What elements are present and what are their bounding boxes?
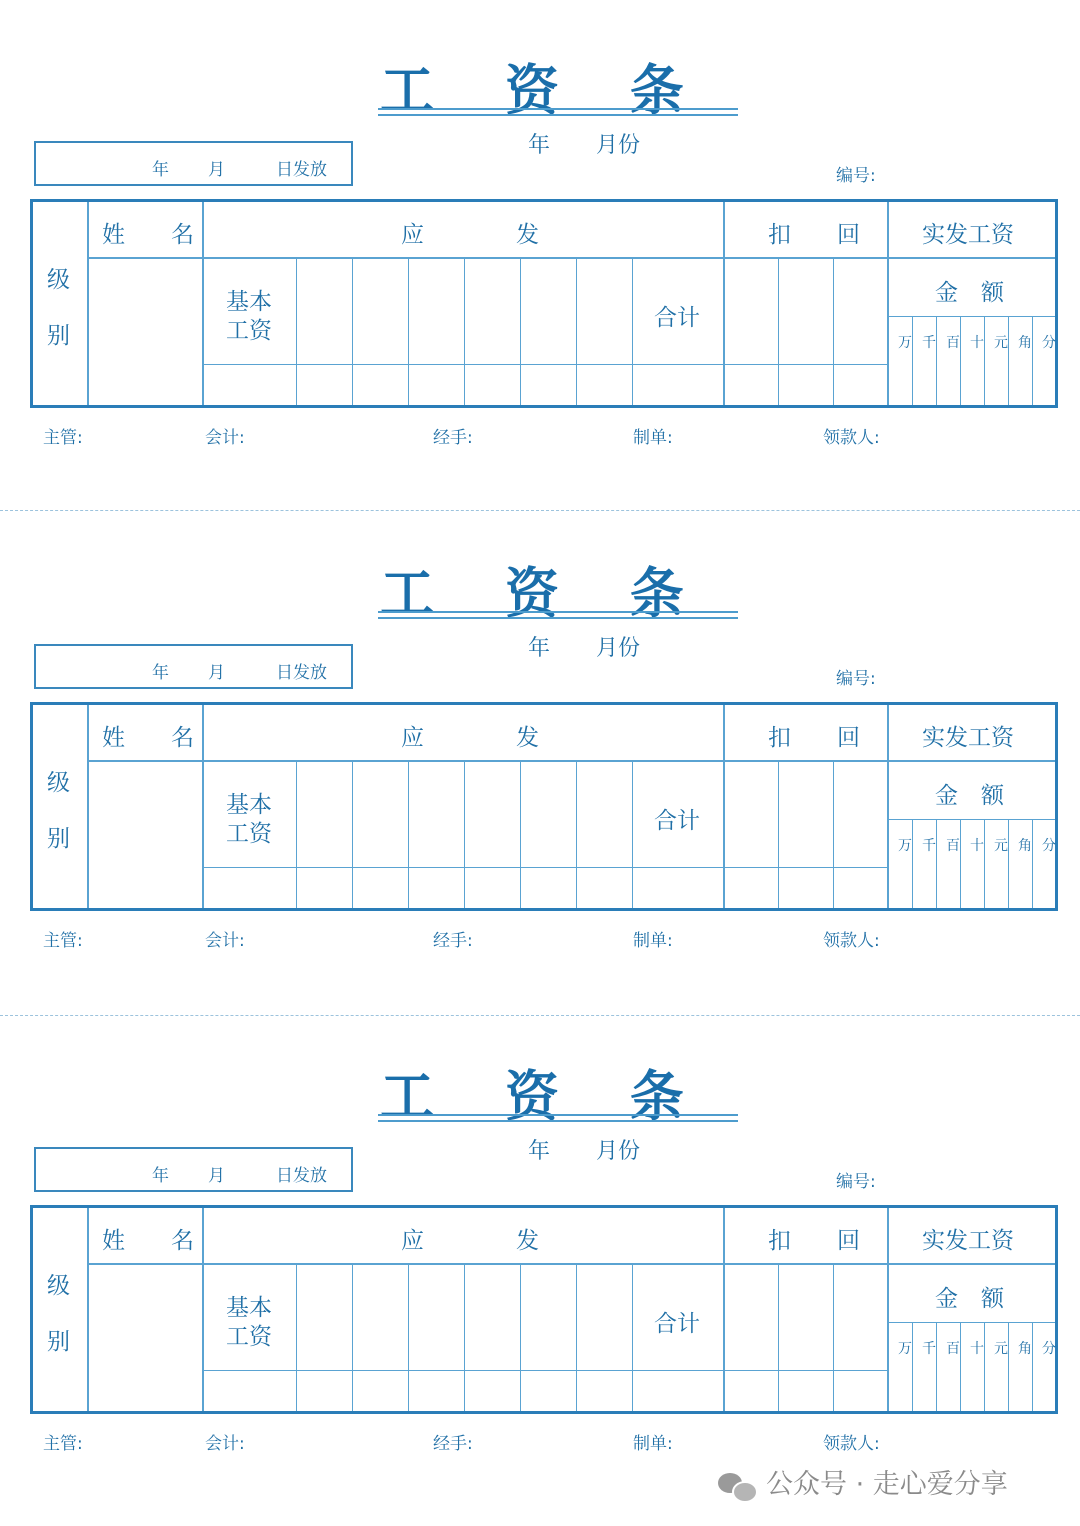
table-divider: [352, 259, 353, 405]
table-divider: [87, 202, 89, 405]
accountant-signature: 会计:: [205, 931, 245, 951]
issue-date-box: [34, 644, 353, 689]
base-salary-label: 工资: [226, 821, 272, 847]
table-divider: [576, 259, 577, 405]
table-divider: [204, 867, 888, 868]
grade-label: 级: [47, 770, 70, 796]
table-divider: [1032, 316, 1033, 405]
table-divider: [576, 1265, 577, 1411]
table-divider: [408, 259, 409, 405]
digit-label: 千: [922, 335, 936, 351]
base-salary-label: 基本: [226, 792, 272, 818]
title-underline: [378, 114, 738, 116]
table-divider: [296, 762, 297, 908]
accountant-signature: 会计:: [205, 428, 245, 448]
preparer-signature: 制单:: [633, 1434, 673, 1454]
table-divider: [408, 762, 409, 908]
supervisor-signature: 主管:: [43, 1434, 83, 1454]
digit-label: 元: [994, 838, 1008, 854]
date-day-label: 日发放: [276, 1166, 327, 1186]
table-divider: [778, 1265, 779, 1411]
table-divider: [520, 762, 521, 908]
table-divider: [833, 1265, 834, 1411]
table-divider: [202, 705, 204, 908]
date-month-label: 月: [208, 160, 225, 180]
digit-label: 百: [946, 335, 960, 351]
net-pay-header: 实发工资: [922, 725, 1014, 751]
grade-label: 别: [47, 1329, 70, 1355]
date-day-label: 日发放: [276, 160, 327, 180]
table-divider: [723, 202, 725, 405]
serial-number-label: 编号:: [836, 669, 876, 689]
digit-label: 千: [922, 1341, 936, 1357]
table-divider: [464, 259, 465, 405]
payslip: [0, 1006, 1080, 1476]
digit-label: 万: [898, 838, 912, 854]
table-divider: [87, 1208, 89, 1411]
total-label: 合计: [654, 1311, 700, 1337]
handler-signature: 经手:: [433, 931, 473, 951]
base-salary-label: 工资: [226, 1324, 272, 1350]
grade-label: 级: [47, 267, 70, 293]
digit-label: 十: [970, 838, 984, 854]
table-divider: [632, 762, 633, 908]
payslip-table: [30, 702, 1058, 911]
table-divider: [520, 1265, 521, 1411]
table-divider: [87, 760, 1055, 762]
title-underline: [378, 108, 738, 110]
month-label: 月份: [596, 636, 641, 661]
slip-title: 工 资 条: [380, 561, 710, 625]
payable-header: 应 发: [401, 1228, 539, 1254]
table-divider: [778, 259, 779, 405]
base-salary-label: 基本: [226, 289, 272, 315]
total-label: 合计: [654, 808, 700, 834]
table-divider: [723, 705, 725, 908]
serial-number-label: 编号:: [836, 1172, 876, 1192]
preparer-signature: 制单:: [633, 428, 673, 448]
digit-label: 万: [898, 335, 912, 351]
cut-line: [0, 1015, 1080, 1016]
date-year-label: 年: [152, 160, 169, 180]
digit-label: 十: [970, 335, 984, 351]
table-divider: [520, 259, 521, 405]
table-divider: [960, 1322, 961, 1411]
table-divider: [912, 1322, 913, 1411]
table-divider: [87, 705, 89, 908]
title-underline: [378, 1120, 738, 1122]
name-header: 姓 名: [102, 1228, 194, 1254]
digit-label: 十: [970, 1341, 984, 1357]
table-divider: [1008, 1322, 1009, 1411]
table-divider: [887, 1208, 889, 1411]
date-year-label: 年: [152, 663, 169, 683]
table-divider: [936, 316, 937, 405]
date-day-label: 日发放: [276, 663, 327, 683]
table-divider: [912, 819, 913, 908]
base-salary-label: 基本: [226, 1295, 272, 1321]
name-header: 姓 名: [102, 222, 194, 248]
payslip: [0, 0, 1080, 470]
handler-signature: 经手:: [433, 1434, 473, 1454]
table-divider: [984, 819, 985, 908]
wechat-icon: [718, 1471, 758, 1501]
table-divider: [464, 762, 465, 908]
table-divider: [576, 762, 577, 908]
digit-label: 分: [1042, 838, 1056, 854]
table-divider: [984, 316, 985, 405]
table-divider: [887, 202, 889, 405]
digit-label: 角: [1018, 838, 1032, 854]
digit-label: 百: [946, 1341, 960, 1357]
digit-label: 分: [1042, 1341, 1056, 1357]
digit-label: 分: [1042, 335, 1056, 351]
year-label: 年: [528, 636, 551, 661]
recipient-signature: 领款人:: [823, 428, 880, 448]
table-divider: [352, 1265, 353, 1411]
grade-label: 级: [47, 1273, 70, 1299]
title-underline: [378, 1114, 738, 1116]
slip-title: 工 资 条: [380, 1064, 710, 1128]
table-divider: [296, 1265, 297, 1411]
year-label: 年: [528, 1139, 551, 1164]
recipient-signature: 领款人:: [823, 1434, 880, 1454]
table-divider: [296, 259, 297, 405]
watermark: [718, 1462, 1008, 1501]
table-divider: [87, 257, 1055, 259]
handler-signature: 经手:: [433, 428, 473, 448]
table-divider: [464, 1265, 465, 1411]
table-divider: [960, 819, 961, 908]
title-underline: [378, 611, 738, 613]
table-divider: [1008, 819, 1009, 908]
supervisor-signature: 主管:: [43, 428, 83, 448]
deduction-header: 扣 回: [768, 725, 860, 751]
table-divider: [889, 316, 1055, 317]
month-label: 月份: [596, 133, 641, 158]
net-pay-header: 实发工资: [922, 1228, 1014, 1254]
table-divider: [723, 1208, 725, 1411]
table-divider: [960, 316, 961, 405]
period-line: [528, 631, 640, 662]
serial-number-label: 编号:: [836, 166, 876, 186]
table-divider: [1032, 1322, 1033, 1411]
table-divider: [936, 819, 937, 908]
total-label: 合计: [654, 305, 700, 331]
issue-date-box: [34, 1147, 353, 1192]
digit-label: 千: [922, 838, 936, 854]
table-divider: [887, 705, 889, 908]
title-underline: [378, 617, 738, 619]
issue-date-box: [34, 141, 353, 186]
preparer-signature: 制单:: [633, 931, 673, 951]
digit-label: 角: [1018, 335, 1032, 351]
date-month-label: 月: [208, 663, 225, 683]
payslip-table: [30, 1205, 1058, 1414]
month-label: 月份: [596, 1139, 641, 1164]
digit-label: 元: [994, 335, 1008, 351]
payslip-table: [30, 199, 1058, 408]
payable-header: 应 发: [401, 725, 539, 751]
supervisor-signature: 主管:: [43, 931, 83, 951]
table-divider: [889, 1322, 1055, 1323]
table-divider: [632, 1265, 633, 1411]
payslip: [0, 503, 1080, 973]
slip-title: 工 资 条: [380, 58, 710, 122]
brand-text: 公众号 · 走心爱分享: [766, 1469, 1008, 1500]
digit-label: 元: [994, 1341, 1008, 1357]
table-divider: [833, 762, 834, 908]
digit-label: 角: [1018, 1341, 1032, 1357]
deduction-header: 扣 回: [768, 1228, 860, 1254]
accountant-signature: 会计:: [205, 1434, 245, 1454]
table-divider: [202, 202, 204, 405]
table-divider: [204, 1370, 888, 1371]
name-header: 姓 名: [102, 725, 194, 751]
table-divider: [936, 1322, 937, 1411]
table-divider: [912, 316, 913, 405]
table-divider: [632, 259, 633, 405]
amount-header: 金 额: [935, 280, 1004, 306]
table-divider: [833, 259, 834, 405]
recipient-signature: 领款人:: [823, 931, 880, 951]
table-divider: [1032, 819, 1033, 908]
amount-header: 金 额: [935, 1286, 1004, 1312]
digit-label: 万: [898, 1341, 912, 1357]
table-divider: [202, 1208, 204, 1411]
net-pay-header: 实发工资: [922, 222, 1014, 248]
table-divider: [1008, 316, 1009, 405]
table-divider: [984, 1322, 985, 1411]
period-line: [528, 1134, 640, 1165]
deduction-header: 扣 回: [768, 222, 860, 248]
table-divider: [889, 819, 1055, 820]
table-divider: [352, 762, 353, 908]
period-line: [528, 128, 640, 159]
amount-header: 金 额: [935, 783, 1004, 809]
table-divider: [204, 364, 888, 365]
base-salary-label: 工资: [226, 318, 272, 344]
year-label: 年: [528, 133, 551, 158]
grade-label: 别: [47, 323, 70, 349]
date-year-label: 年: [152, 1166, 169, 1186]
table-divider: [408, 1265, 409, 1411]
table-divider: [778, 762, 779, 908]
grade-label: 别: [47, 826, 70, 852]
table-divider: [87, 1263, 1055, 1265]
digit-label: 百: [946, 838, 960, 854]
date-month-label: 月: [208, 1166, 225, 1186]
cut-line: [0, 510, 1080, 511]
payable-header: 应 发: [401, 222, 539, 248]
